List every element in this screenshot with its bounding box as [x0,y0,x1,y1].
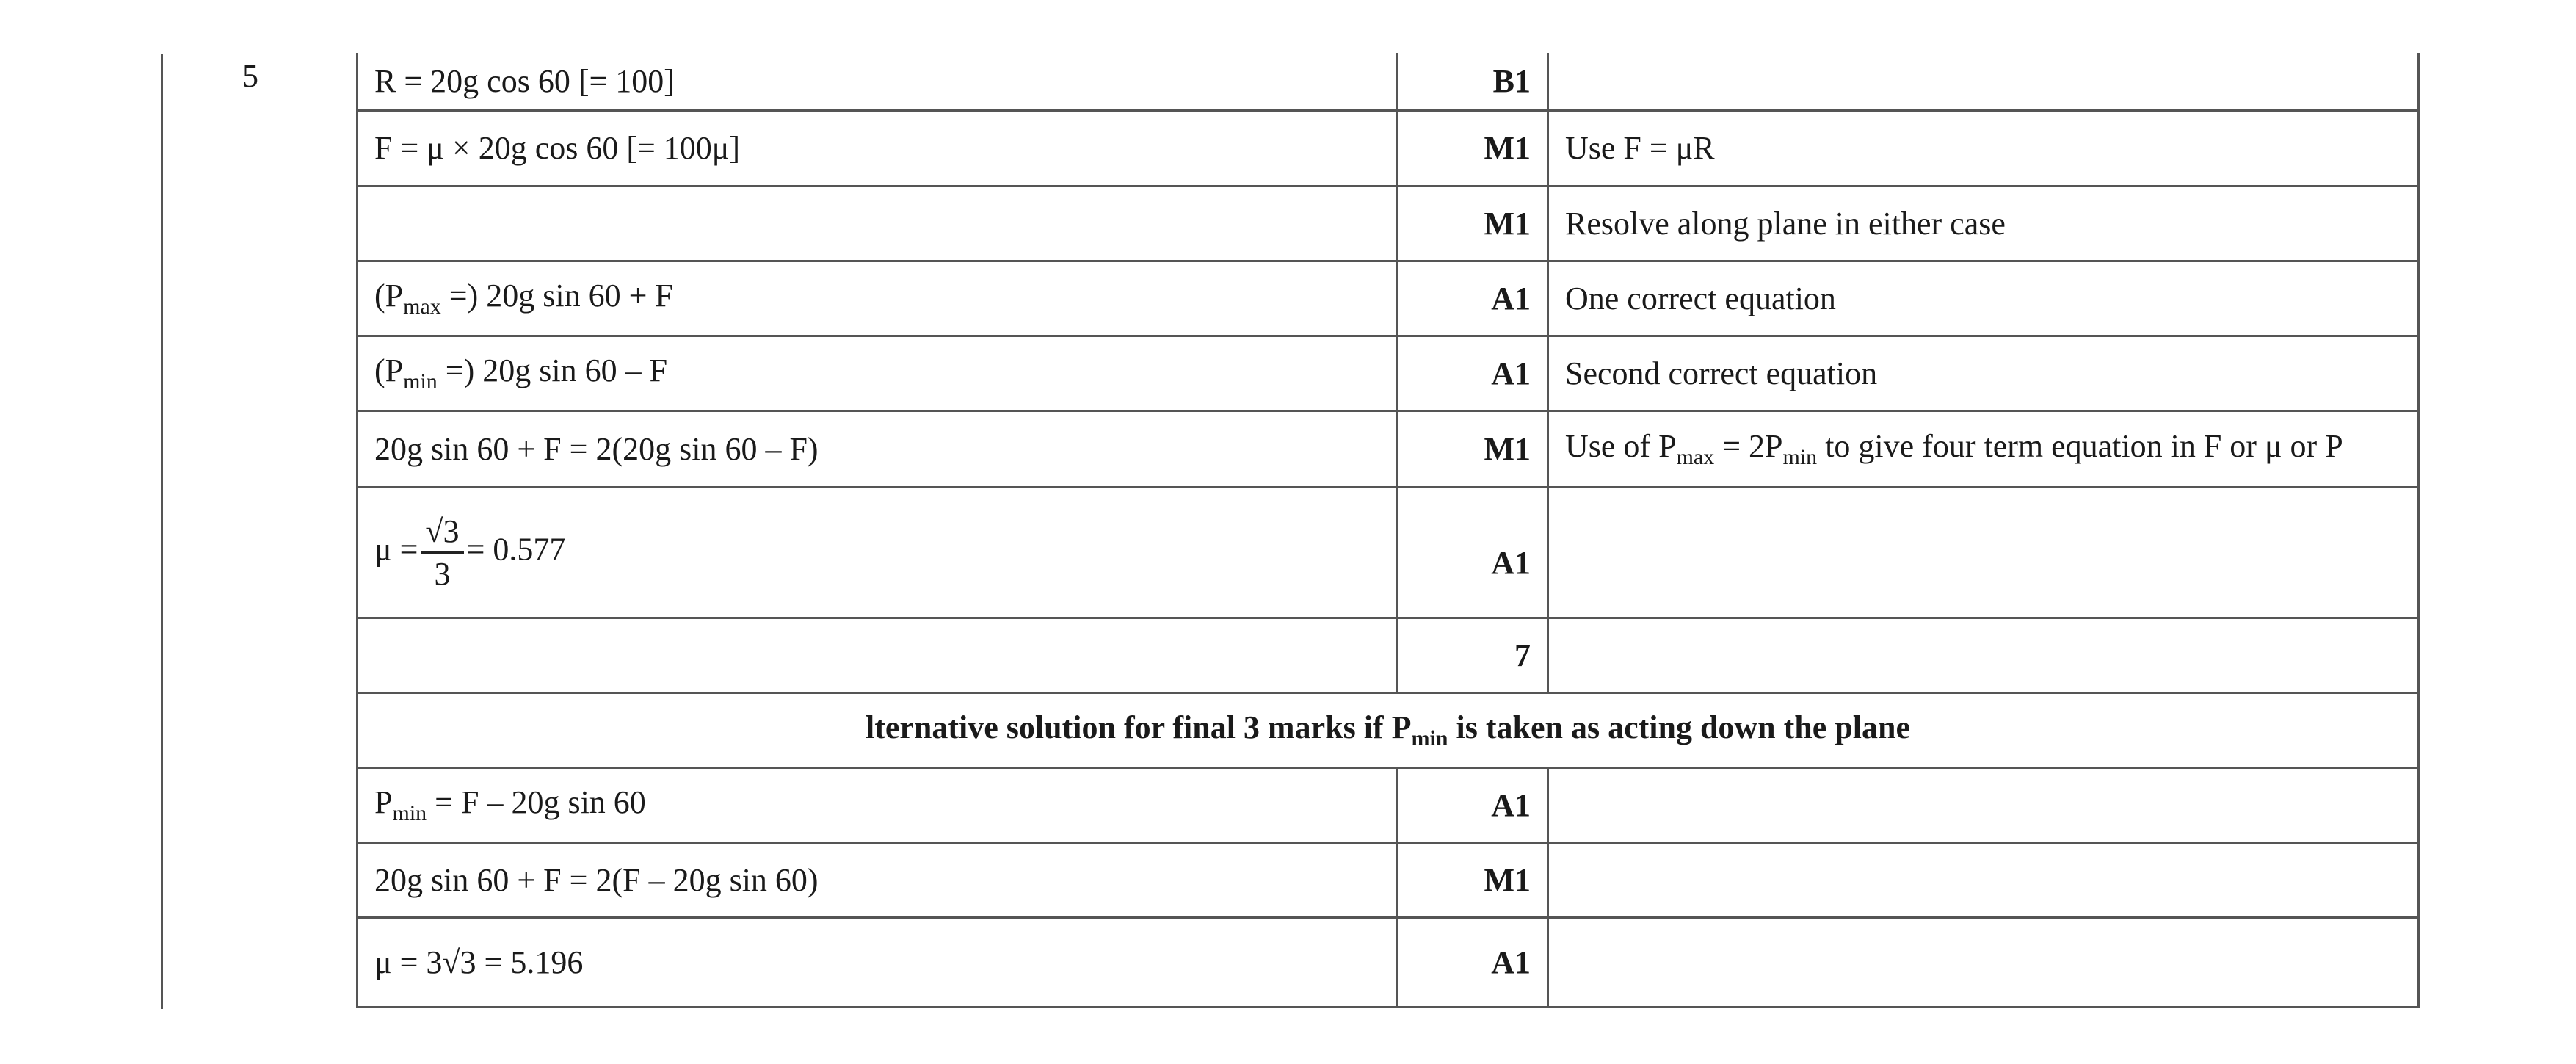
mark-cell: A1 [1397,261,1548,336]
table-row [358,53,2419,110]
table-row [358,618,2419,692]
mark-cell: M1 [1397,842,1548,917]
table-row [358,917,2419,1007]
working-cell: 20g sin 60 + F = 2(F – 20g sin 60) [358,842,1397,917]
working-text: = F – 20g sin 60 [427,784,646,821]
table-row [358,110,2419,186]
table-row [358,842,2419,917]
header-text: is taken as acting down the plane [1448,709,1911,746]
note-cell [1548,618,2419,692]
question-number: 5 [242,58,258,94]
note-text: to give four term equation in F or μ or P [1817,428,2343,465]
mark-cell: M1 [1397,110,1548,186]
working-cell [358,487,1397,618]
mark-cell: M1 [1397,186,1548,261]
working-text: =) 20g sin 60 + F [440,278,673,314]
table-row [358,186,2419,261]
note-cell: Resolve along plane in either case [1548,186,2419,261]
working-text: (P [374,278,404,314]
note-text: = 2P [1714,428,1783,465]
mark-cell: M1 [1397,410,1548,487]
working-cell [358,767,1397,842]
table-row [358,410,2419,487]
note-cell: Second correct equation [1548,336,2419,410]
mark-cell: A1 [1397,767,1548,842]
mark-scheme-table [356,53,2420,1008]
table-row [358,336,2419,410]
subscript: min [1782,444,1818,469]
mark-cell: A1 [1397,336,1548,410]
working-text: =) 20g sin 60 – F [437,352,668,389]
total-mark-cell: 7 [1397,618,1548,692]
mark-cell: A1 [1397,917,1548,1007]
note-cell [1548,53,2419,110]
working-cell: 20g sin 60 + F = 2(20g sin 60 – F) [358,410,1397,487]
subscript: min [1411,725,1448,750]
fraction [421,513,463,593]
note-cell [1548,842,2419,917]
note-cell: One correct equation [1548,261,2419,336]
working-text: = 0.577 [466,531,566,568]
mark-cell: A1 [1397,487,1548,618]
note-cell [1548,917,2419,1007]
outer-border-left [161,54,163,1009]
note-cell [1548,767,2419,842]
table-row [358,767,2419,842]
note-cell: Use F = μR [1548,110,2419,186]
subscript: max [1676,444,1715,469]
working-cell: F = μ × 20g cos 60 [= 100μ] [358,110,1397,186]
table-row [358,692,2419,767]
note-text: Use of P [1565,428,1677,465]
mark-cell: B1 [1397,53,1548,110]
fraction-numerator: √3 [421,513,463,554]
header-text: lternative solution for final 3 marks if P [865,709,1412,746]
table-row [358,487,2419,618]
subscript: max [403,294,441,319]
note-cell [1548,410,2419,487]
working-text: P [374,784,393,821]
table-row [358,261,2419,336]
working-cell [358,261,1397,336]
working-cell [358,186,1397,261]
working-cell [358,618,1397,692]
working-cell: R = 20g cos 60 [= 100] [358,53,1397,110]
working-cell [358,336,1397,410]
subscript: min [403,369,438,394]
working-text: (P [374,352,404,389]
alternative-solution-header [358,692,2419,767]
subscript: min [392,800,427,825]
working-text: μ = [374,531,418,568]
fraction-denominator: 3 [434,555,451,592]
working-cell: μ = 3√3 = 5.196 [358,917,1397,1007]
note-cell [1548,487,2419,618]
